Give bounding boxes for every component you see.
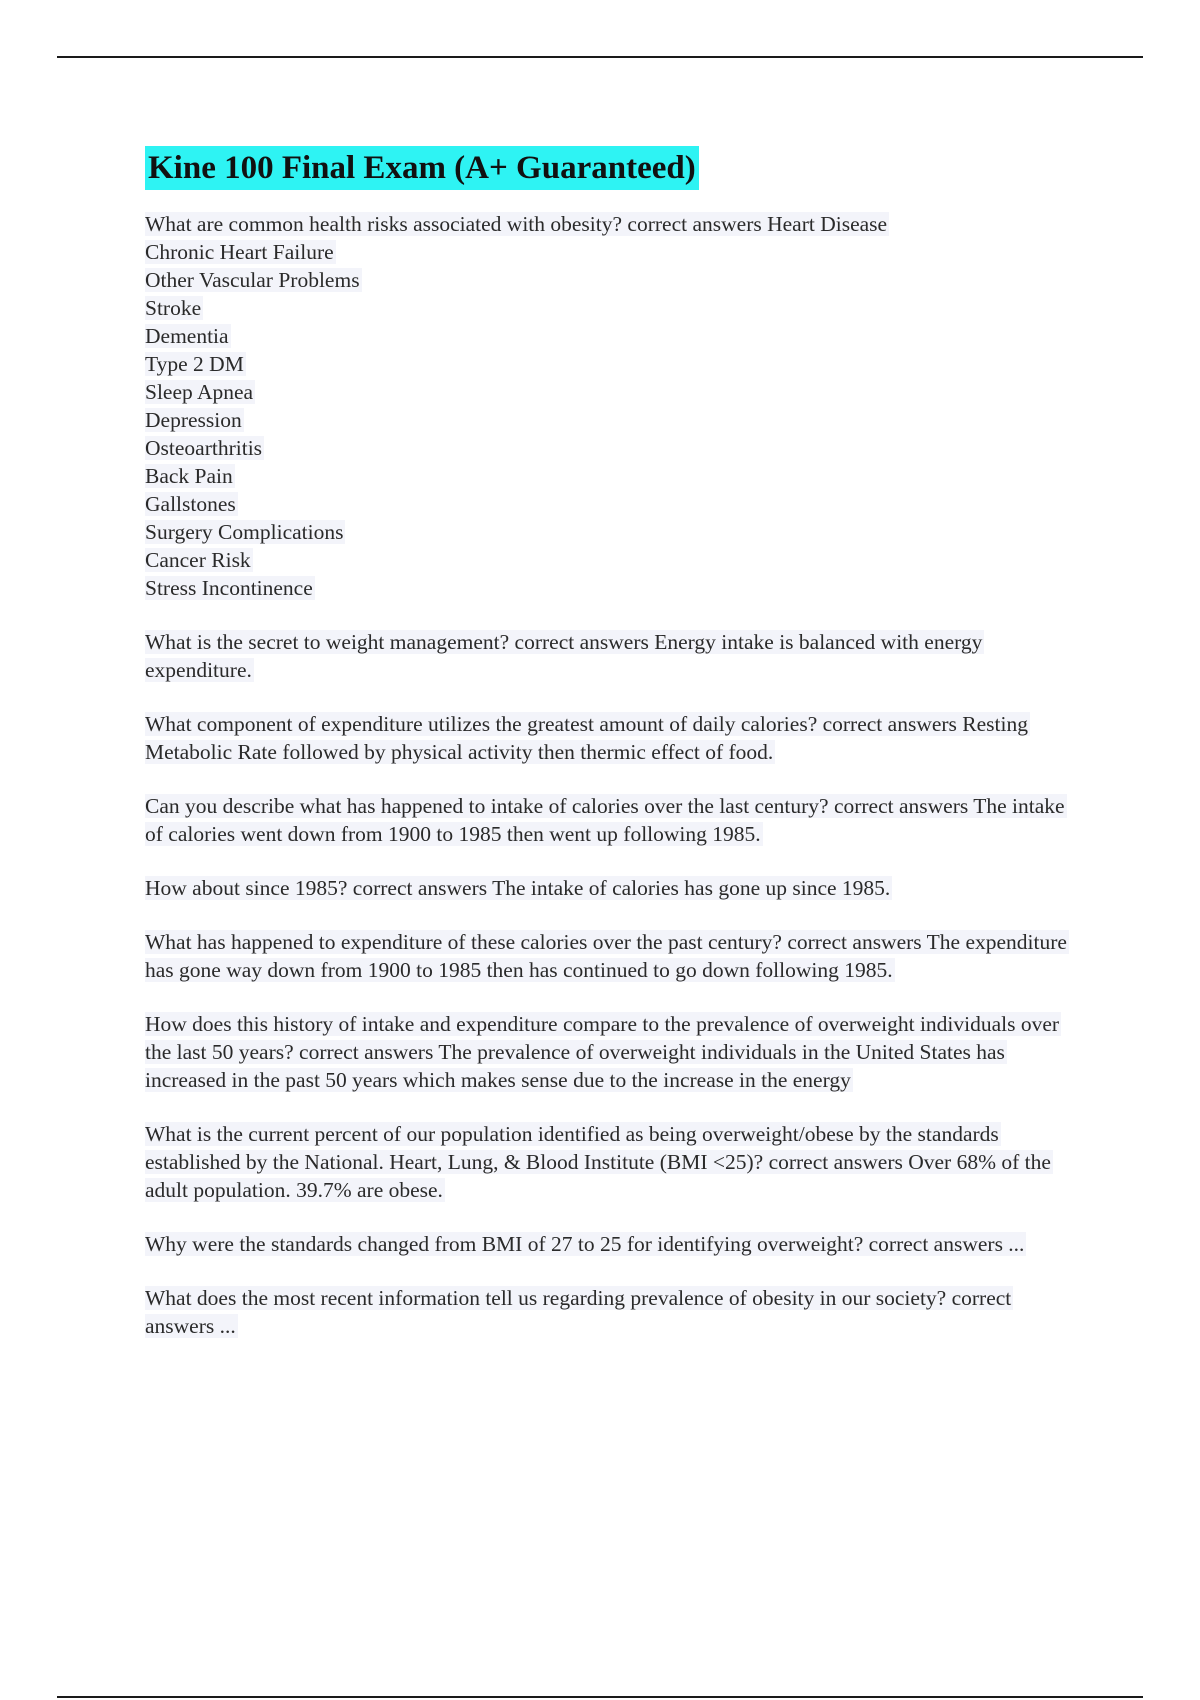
qa-item: [145, 710, 1085, 766]
qa-text: How does this history of intake and expenditure compare to the prevalence of overweight individuals over the last 50 years? correct answers The prevalence of overweight individuals in the United States has increased in the past 50 years which makes sense due to the increase in the energy: [145, 1012, 1060, 1092]
list-item: Chronic Heart Failure: [145, 240, 334, 264]
list-item: Surgery Complications: [145, 520, 344, 544]
list-item: Cancer Risk: [145, 548, 251, 572]
qa-text: What is the current percent of our population identified as being overweight/obese by the standards established by the National. Heart, Lung, & Blood Institute (BMI <25)? correct answers Over 68% of the adult population. 39.7% are obese.: [145, 1122, 1051, 1202]
qa-question-line: What are common health risks associated with obesity? correct answers Heart Disease: [145, 212, 888, 236]
qa-item: [145, 628, 1085, 684]
qa-item: [145, 1120, 1085, 1204]
qa-text: What has happened to expenditure of these calories over the past century? correct answers The expenditure has gone way down from 1900 to 1985 then has continued to go down following 1985.: [145, 930, 1067, 982]
top-rule: [57, 56, 1143, 58]
list-item: Osteoarthritis: [145, 436, 263, 460]
list-item: Stroke: [145, 296, 202, 320]
list-item: Sleep Apnea: [145, 380, 254, 404]
list-item: Type 2 DM: [145, 352, 244, 376]
qa-item: [145, 874, 1085, 902]
list-item: Depression: [145, 408, 242, 432]
qa-list: [145, 210, 1085, 1340]
qa-item: [145, 792, 1085, 848]
list-item: Stress Incontinence: [145, 576, 313, 600]
document-title: Kine 100 Final Exam (A+ Guaranteed): [145, 146, 699, 190]
list-item: Dementia: [145, 324, 229, 348]
document-body: [145, 146, 1085, 1366]
list-item: Other Vascular Problems: [145, 268, 360, 292]
qa-text: What is the secret to weight management? correct answers Energy intake is balanced with energy expenditure.: [145, 630, 983, 682]
qa-item: [145, 210, 1085, 602]
qa-item: [145, 1284, 1085, 1340]
bottom-rule: [57, 1696, 1143, 1698]
qa-text: What does the most recent information tell us regarding prevalence of obesity in our society? correct answers ...: [145, 1286, 1012, 1338]
qa-item: [145, 1230, 1085, 1258]
qa-text: Why were the standards changed from BMI of 27 to 25 for identifying overweight? correct answers ...: [145, 1232, 1025, 1256]
qa-text: How about since 1985? correct answers The intake of calories has gone up since 1985.: [145, 876, 891, 900]
qa-text: Can you describe what has happened to intake of calories over the last century? correct answers The intake of calories went down from 1900 to 1985 then went up following 1985.: [145, 794, 1065, 846]
list-item: Back Pain: [145, 464, 233, 488]
qa-text: What component of expenditure utilizes the greatest amount of daily calories? correct answers Resting Metabolic Rate followed by physical activity then thermic effect of food.: [145, 712, 1028, 764]
qa-item: [145, 928, 1085, 984]
list-item: Gallstones: [145, 492, 236, 516]
qa-item: [145, 1010, 1085, 1094]
